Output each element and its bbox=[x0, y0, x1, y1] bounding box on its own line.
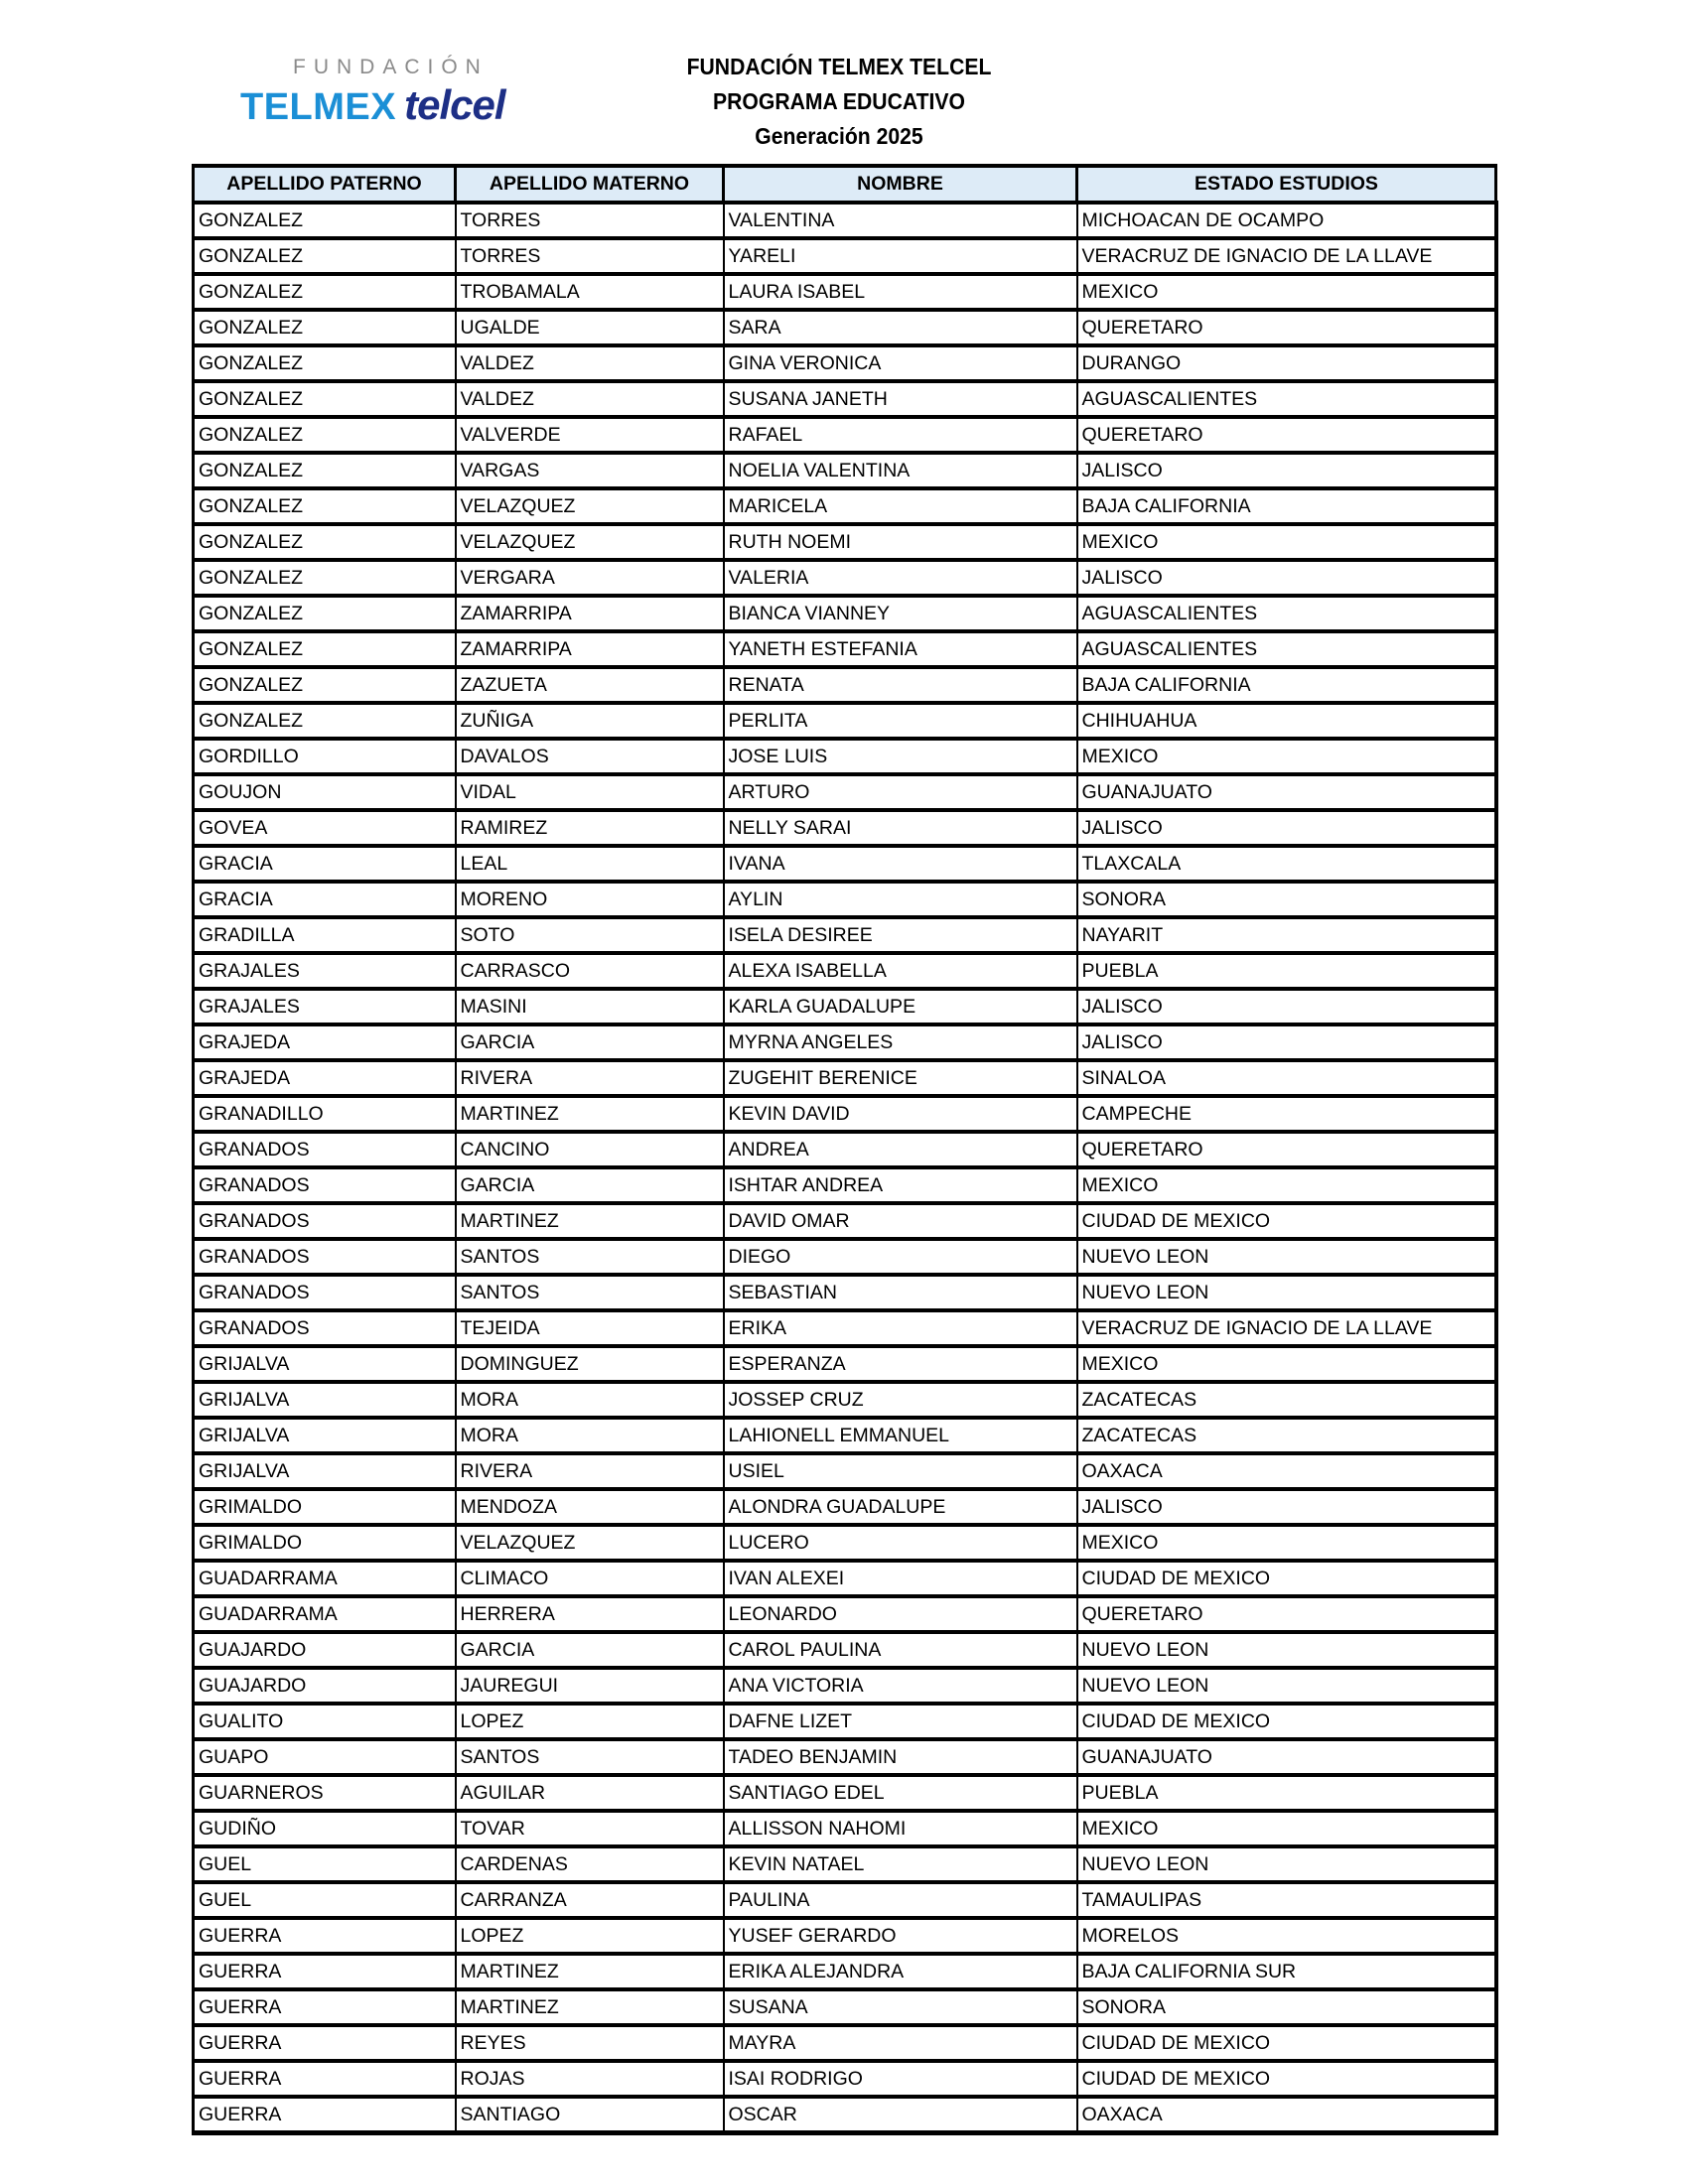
cell-estado-estudios: MEXICO bbox=[1077, 274, 1496, 310]
cell-apellido-paterno: GUERRA bbox=[194, 2025, 456, 2061]
cell-apellido-paterno: GORDILLO bbox=[194, 739, 456, 774]
cell-apellido-materno: VELAZQUEZ bbox=[456, 1525, 724, 1561]
cell-apellido-materno: TEJEIDA bbox=[456, 1310, 724, 1346]
table-row bbox=[194, 1846, 1496, 1882]
cell-apellido-paterno: GUARNEROS bbox=[194, 1775, 456, 1811]
cell-apellido-paterno: GUERRA bbox=[194, 1989, 456, 2025]
cell-apellido-materno: MORA bbox=[456, 1382, 724, 1418]
cell-estado-estudios: QUERETARO bbox=[1077, 1132, 1496, 1167]
table-row bbox=[194, 774, 1496, 810]
cell-apellido-materno: VALVERDE bbox=[456, 417, 724, 453]
cell-estado-estudios: GUANAJUATO bbox=[1077, 1739, 1496, 1775]
cell-nombre: SEBASTIAN bbox=[724, 1275, 1077, 1310]
cell-apellido-materno: AGUILAR bbox=[456, 1775, 724, 1811]
cell-nombre: RUTH NOEMI bbox=[724, 524, 1077, 560]
cell-estado-estudios: PUEBLA bbox=[1077, 953, 1496, 989]
cell-apellido-materno: LEAL bbox=[456, 846, 724, 882]
table-row bbox=[194, 1203, 1496, 1239]
cell-nombre: ISAI RODRIGO bbox=[724, 2061, 1077, 2097]
cell-apellido-paterno: GOVEA bbox=[194, 810, 456, 846]
cell-apellido-materno: MENDOZA bbox=[456, 1489, 724, 1525]
cell-nombre: ALONDRA GUADALUPE bbox=[724, 1489, 1077, 1525]
cell-apellido-materno: VALDEZ bbox=[456, 381, 724, 417]
cell-apellido-paterno: GONZALEZ bbox=[194, 703, 456, 739]
table-row bbox=[194, 238, 1496, 274]
cell-estado-estudios: OAXACA bbox=[1077, 2097, 1496, 2133]
table-row bbox=[194, 739, 1496, 774]
table-row bbox=[194, 1525, 1496, 1561]
table-row bbox=[194, 1561, 1496, 1596]
cell-nombre: LAURA ISABEL bbox=[724, 274, 1077, 310]
cell-nombre: DIEGO bbox=[724, 1239, 1077, 1275]
cell-apellido-paterno: GRIJALVA bbox=[194, 1382, 456, 1418]
cell-apellido-paterno: GRANADILLO bbox=[194, 1096, 456, 1132]
cell-estado-estudios: BAJA CALIFORNIA bbox=[1077, 488, 1496, 524]
cell-estado-estudios: CIUDAD DE MEXICO bbox=[1077, 2061, 1496, 2097]
table-row bbox=[194, 1811, 1496, 1846]
cell-apellido-materno: SANTIAGO bbox=[456, 2097, 724, 2133]
cell-nombre: IVANA bbox=[724, 846, 1077, 882]
cell-apellido-paterno: GRANADOS bbox=[194, 1167, 456, 1203]
cell-apellido-materno: ZAMARRIPA bbox=[456, 596, 724, 631]
cell-apellido-materno: TORRES bbox=[456, 203, 724, 238]
cell-apellido-materno: TOVAR bbox=[456, 1811, 724, 1846]
cell-estado-estudios: NUEVO LEON bbox=[1077, 1668, 1496, 1704]
table-row bbox=[194, 1167, 1496, 1203]
cell-estado-estudios: MEXICO bbox=[1077, 1346, 1496, 1382]
cell-apellido-paterno: GOUJON bbox=[194, 774, 456, 810]
table-row bbox=[194, 560, 1496, 596]
table-header-row bbox=[194, 166, 1496, 203]
cell-apellido-materno: RAMIREZ bbox=[456, 810, 724, 846]
cell-apellido-materno: UGALDE bbox=[456, 310, 724, 345]
cell-nombre: PERLITA bbox=[724, 703, 1077, 739]
table-row bbox=[194, 1775, 1496, 1811]
cell-estado-estudios: MEXICO bbox=[1077, 524, 1496, 560]
cell-apellido-paterno: GRAJALES bbox=[194, 989, 456, 1024]
table-row bbox=[194, 1418, 1496, 1453]
cell-apellido-paterno: GUEL bbox=[194, 1882, 456, 1918]
cell-apellido-materno: GARCIA bbox=[456, 1632, 724, 1668]
cell-nombre: USIEL bbox=[724, 1453, 1077, 1489]
cell-estado-estudios: AGUASCALIENTES bbox=[1077, 631, 1496, 667]
cell-nombre: SANTIAGO EDEL bbox=[724, 1775, 1077, 1811]
cell-nombre: ZUGEHIT BERENICE bbox=[724, 1060, 1077, 1096]
cell-apellido-materno: VELAZQUEZ bbox=[456, 488, 724, 524]
cell-apellido-materno: ZAZUETA bbox=[456, 667, 724, 703]
cell-nombre: GINA VERONICA bbox=[724, 345, 1077, 381]
cell-apellido-paterno: GRANADOS bbox=[194, 1132, 456, 1167]
table-row bbox=[194, 2025, 1496, 2061]
table-row bbox=[194, 1132, 1496, 1167]
cell-estado-estudios: TLAXCALA bbox=[1077, 846, 1496, 882]
cell-nombre: ISELA DESIREE bbox=[724, 917, 1077, 953]
cell-apellido-materno: TROBAMALA bbox=[456, 274, 724, 310]
cell-apellido-paterno: GRIMALDO bbox=[194, 1489, 456, 1525]
header-generation: Generación 2025 bbox=[755, 123, 923, 149]
table-row bbox=[194, 310, 1496, 345]
cell-apellido-paterno: GONZALEZ bbox=[194, 524, 456, 560]
cell-apellido-materno: LOPEZ bbox=[456, 1704, 724, 1739]
fundacion-telmex-telcel-logo bbox=[238, 54, 536, 128]
cell-apellido-paterno: GUERRA bbox=[194, 1954, 456, 1989]
cell-apellido-materno: VELAZQUEZ bbox=[456, 524, 724, 560]
cell-apellido-materno: RIVERA bbox=[456, 1060, 724, 1096]
cell-estado-estudios: BAJA CALIFORNIA bbox=[1077, 667, 1496, 703]
cell-apellido-paterno: GRIJALVA bbox=[194, 1346, 456, 1382]
cell-apellido-materno: SOTO bbox=[456, 917, 724, 953]
cell-apellido-materno: TORRES bbox=[456, 238, 724, 274]
table-row bbox=[194, 917, 1496, 953]
cell-nombre: RENATA bbox=[724, 667, 1077, 703]
cell-apellido-materno: GARCIA bbox=[456, 1167, 724, 1203]
cell-estado-estudios: JALISCO bbox=[1077, 989, 1496, 1024]
cell-estado-estudios: QUERETARO bbox=[1077, 417, 1496, 453]
table-row bbox=[194, 1310, 1496, 1346]
table-row bbox=[194, 1382, 1496, 1418]
cell-apellido-materno: SANTOS bbox=[456, 1275, 724, 1310]
cell-apellido-materno: MORA bbox=[456, 1418, 724, 1453]
logo-fundacion-text: FUNDACIÓN bbox=[293, 56, 489, 78]
cell-apellido-materno: CANCINO bbox=[456, 1132, 724, 1167]
cell-apellido-paterno: GONZALEZ bbox=[194, 560, 456, 596]
cell-estado-estudios: JALISCO bbox=[1077, 453, 1496, 488]
cell-estado-estudios: AGUASCALIENTES bbox=[1077, 381, 1496, 417]
cell-nombre: ERIKA bbox=[724, 1310, 1077, 1346]
cell-estado-estudios: NUEVO LEON bbox=[1077, 1275, 1496, 1310]
cell-nombre: ANDREA bbox=[724, 1132, 1077, 1167]
cell-apellido-materno: SANTOS bbox=[456, 1739, 724, 1775]
students-table bbox=[192, 164, 1498, 2135]
cell-estado-estudios: JALISCO bbox=[1077, 810, 1496, 846]
table-row bbox=[194, 488, 1496, 524]
table-row bbox=[194, 2061, 1496, 2097]
table-row bbox=[194, 381, 1496, 417]
cell-estado-estudios: JALISCO bbox=[1077, 1489, 1496, 1525]
cell-apellido-paterno: GUAJARDO bbox=[194, 1632, 456, 1668]
cell-estado-estudios: NUEVO LEON bbox=[1077, 1632, 1496, 1668]
table-row bbox=[194, 989, 1496, 1024]
cell-apellido-materno: ZUÑIGA bbox=[456, 703, 724, 739]
cell-nombre: IVAN ALEXEI bbox=[724, 1561, 1077, 1596]
cell-apellido-materno: CARDENAS bbox=[456, 1846, 724, 1882]
table-row bbox=[194, 274, 1496, 310]
cell-estado-estudios: NAYARIT bbox=[1077, 917, 1496, 953]
cell-apellido-materno: ZAMARRIPA bbox=[456, 631, 724, 667]
cell-apellido-materno: RIVERA bbox=[456, 1453, 724, 1489]
table-row bbox=[194, 953, 1496, 989]
cell-nombre: YANETH ESTEFANIA bbox=[724, 631, 1077, 667]
cell-apellido-paterno: GONZALEZ bbox=[194, 203, 456, 238]
cell-apellido-materno: LOPEZ bbox=[456, 1918, 724, 1954]
cell-nombre: SARA bbox=[724, 310, 1077, 345]
table-row bbox=[194, 810, 1496, 846]
cell-estado-estudios: ZACATECAS bbox=[1077, 1418, 1496, 1453]
table-row bbox=[194, 1453, 1496, 1489]
cell-nombre: LEONARDO bbox=[724, 1596, 1077, 1632]
cell-nombre: DAFNE LIZET bbox=[724, 1704, 1077, 1739]
table-row bbox=[194, 596, 1496, 631]
table-row bbox=[194, 524, 1496, 560]
table-row bbox=[194, 1024, 1496, 1060]
cell-estado-estudios: TAMAULIPAS bbox=[1077, 1882, 1496, 1918]
cell-apellido-materno: JAUREGUI bbox=[456, 1668, 724, 1704]
cell-apellido-paterno: GONZALEZ bbox=[194, 274, 456, 310]
header-organization: FUNDACIÓN TELMEX TELCEL bbox=[686, 54, 992, 79]
cell-apellido-paterno: GRANADOS bbox=[194, 1203, 456, 1239]
table-row bbox=[194, 1060, 1496, 1096]
cell-apellido-paterno: GUADARRAMA bbox=[194, 1596, 456, 1632]
cell-apellido-paterno: GRACIA bbox=[194, 882, 456, 917]
cell-nombre: MYRNA ANGELES bbox=[724, 1024, 1077, 1060]
cell-nombre: NOELIA VALENTINA bbox=[724, 453, 1077, 488]
table-row bbox=[194, 703, 1496, 739]
cell-nombre: YUSEF GERARDO bbox=[724, 1918, 1077, 1954]
cell-apellido-paterno: GONZALEZ bbox=[194, 453, 456, 488]
table-row bbox=[194, 1918, 1496, 1954]
cell-apellido-materno: MARTINEZ bbox=[456, 1954, 724, 1989]
cell-nombre: ARTURO bbox=[724, 774, 1077, 810]
cell-estado-estudios: CIUDAD DE MEXICO bbox=[1077, 1704, 1496, 1739]
cell-apellido-materno: DAVALOS bbox=[456, 739, 724, 774]
cell-apellido-paterno: GUERRA bbox=[194, 2097, 456, 2133]
cell-apellido-materno: SANTOS bbox=[456, 1239, 724, 1275]
table-row bbox=[194, 1489, 1496, 1525]
cell-nombre: CAROL PAULINA bbox=[724, 1632, 1077, 1668]
cell-apellido-paterno: GRAJALES bbox=[194, 953, 456, 989]
cell-nombre: MARICELA bbox=[724, 488, 1077, 524]
cell-nombre: TADEO BENJAMIN bbox=[724, 1739, 1077, 1775]
cell-nombre: ESPERANZA bbox=[724, 1346, 1077, 1382]
header-program: PROGRAMA EDUCATIVO bbox=[713, 88, 965, 114]
cell-nombre: DAVID OMAR bbox=[724, 1203, 1077, 1239]
cell-apellido-paterno: GRANADOS bbox=[194, 1310, 456, 1346]
cell-nombre: SUSANA JANETH bbox=[724, 381, 1077, 417]
cell-estado-estudios: VERACRUZ DE IGNACIO DE LA LLAVE bbox=[1077, 1310, 1496, 1346]
cell-estado-estudios: CIUDAD DE MEXICO bbox=[1077, 1561, 1496, 1596]
cell-apellido-materno: MARTINEZ bbox=[456, 1096, 724, 1132]
cell-nombre: KEVIN DAVID bbox=[724, 1096, 1077, 1132]
table-row bbox=[194, 417, 1496, 453]
cell-nombre: JOSE LUIS bbox=[724, 739, 1077, 774]
cell-apellido-paterno: GRAJEDA bbox=[194, 1060, 456, 1096]
table-row bbox=[194, 1632, 1496, 1668]
cell-estado-estudios: GUANAJUATO bbox=[1077, 774, 1496, 810]
cell-apellido-paterno: GONZALEZ bbox=[194, 596, 456, 631]
cell-apellido-paterno: GUERRA bbox=[194, 1918, 456, 1954]
logo-telcel-text: telcel bbox=[404, 81, 505, 128]
cell-nombre: ISHTAR ANDREA bbox=[724, 1167, 1077, 1203]
cell-apellido-paterno: GRIJALVA bbox=[194, 1453, 456, 1489]
cell-estado-estudios: MICHOACAN DE OCAMPO bbox=[1077, 203, 1496, 238]
cell-estado-estudios: NUEVO LEON bbox=[1077, 1239, 1496, 1275]
document-header bbox=[596, 52, 1082, 156]
table-row bbox=[194, 1882, 1496, 1918]
column-header-apellido-materno: APELLIDO MATERNO bbox=[456, 166, 724, 203]
cell-estado-estudios: QUERETARO bbox=[1077, 1596, 1496, 1632]
table-row bbox=[194, 846, 1496, 882]
cell-estado-estudios: SONORA bbox=[1077, 1989, 1496, 2025]
cell-nombre: LUCERO bbox=[724, 1525, 1077, 1561]
cell-nombre: OSCAR bbox=[724, 2097, 1077, 2133]
cell-estado-estudios: CAMPECHE bbox=[1077, 1096, 1496, 1132]
cell-nombre: NELLY SARAI bbox=[724, 810, 1077, 846]
cell-apellido-materno: MORENO bbox=[456, 882, 724, 917]
cell-apellido-materno: MASINI bbox=[456, 989, 724, 1024]
cell-apellido-paterno: GONZALEZ bbox=[194, 310, 456, 345]
cell-estado-estudios: NUEVO LEON bbox=[1077, 1846, 1496, 1882]
cell-apellido-paterno: GUAPO bbox=[194, 1739, 456, 1775]
cell-apellido-materno: MARTINEZ bbox=[456, 1989, 724, 2025]
cell-nombre: LAHIONELL EMMANUEL bbox=[724, 1418, 1077, 1453]
table-row bbox=[194, 882, 1496, 917]
cell-apellido-materno: HERRERA bbox=[456, 1596, 724, 1632]
table-row bbox=[194, 1668, 1496, 1704]
cell-estado-estudios: MEXICO bbox=[1077, 1811, 1496, 1846]
column-header-nombre: NOMBRE bbox=[724, 166, 1077, 203]
cell-apellido-paterno: GRACIA bbox=[194, 846, 456, 882]
table-row bbox=[194, 345, 1496, 381]
cell-nombre: JOSSEP CRUZ bbox=[724, 1382, 1077, 1418]
cell-nombre: SUSANA bbox=[724, 1989, 1077, 2025]
table-row bbox=[194, 631, 1496, 667]
cell-apellido-materno: VALDEZ bbox=[456, 345, 724, 381]
cell-nombre: YARELI bbox=[724, 238, 1077, 274]
table-row bbox=[194, 667, 1496, 703]
cell-estado-estudios: PUEBLA bbox=[1077, 1775, 1496, 1811]
cell-estado-estudios: CIUDAD DE MEXICO bbox=[1077, 2025, 1496, 2061]
cell-estado-estudios: MORELOS bbox=[1077, 1918, 1496, 1954]
cell-apellido-paterno: GONZALEZ bbox=[194, 488, 456, 524]
cell-nombre: KARLA GUADALUPE bbox=[724, 989, 1077, 1024]
cell-estado-estudios: MEXICO bbox=[1077, 1167, 1496, 1203]
cell-nombre: ERIKA ALEJANDRA bbox=[724, 1954, 1077, 1989]
logo-telmex-text: TELMEX bbox=[240, 86, 397, 128]
table-row bbox=[194, 453, 1496, 488]
cell-apellido-paterno: GUALITO bbox=[194, 1704, 456, 1739]
cell-estado-estudios: CHIHUAHUA bbox=[1077, 703, 1496, 739]
table-row bbox=[194, 1989, 1496, 2025]
table-row bbox=[194, 1739, 1496, 1775]
cell-estado-estudios: CIUDAD DE MEXICO bbox=[1077, 1203, 1496, 1239]
cell-apellido-materno: CLIMACO bbox=[456, 1561, 724, 1596]
cell-apellido-materno: VARGAS bbox=[456, 453, 724, 488]
cell-apellido-materno: VIDAL bbox=[456, 774, 724, 810]
cell-apellido-materno: VERGARA bbox=[456, 560, 724, 596]
cell-apellido-paterno: GRANADOS bbox=[194, 1239, 456, 1275]
cell-apellido-paterno: GUDIÑO bbox=[194, 1811, 456, 1846]
cell-estado-estudios: BAJA CALIFORNIA SUR bbox=[1077, 1954, 1496, 1989]
table-row bbox=[194, 2097, 1496, 2133]
table-row bbox=[194, 1596, 1496, 1632]
cell-apellido-materno: GARCIA bbox=[456, 1024, 724, 1060]
cell-apellido-materno: CARRASCO bbox=[456, 953, 724, 989]
cell-apellido-paterno: GONZALEZ bbox=[194, 667, 456, 703]
cell-estado-estudios: ZACATECAS bbox=[1077, 1382, 1496, 1418]
cell-estado-estudios: SONORA bbox=[1077, 882, 1496, 917]
cell-apellido-paterno: GONZALEZ bbox=[194, 381, 456, 417]
cell-nombre: RAFAEL bbox=[724, 417, 1077, 453]
table-row bbox=[194, 1954, 1496, 1989]
table-row bbox=[194, 1704, 1496, 1739]
cell-estado-estudios: MEXICO bbox=[1077, 739, 1496, 774]
cell-estado-estudios: OAXACA bbox=[1077, 1453, 1496, 1489]
cell-apellido-paterno: GRAJEDA bbox=[194, 1024, 456, 1060]
cell-apellido-materno: CARRANZA bbox=[456, 1882, 724, 1918]
cell-nombre: BIANCA VIANNEY bbox=[724, 596, 1077, 631]
table-body bbox=[194, 203, 1496, 2133]
cell-nombre: VALENTINA bbox=[724, 203, 1077, 238]
cell-estado-estudios: JALISCO bbox=[1077, 1024, 1496, 1060]
cell-apellido-materno: DOMINGUEZ bbox=[456, 1346, 724, 1382]
table-row bbox=[194, 1096, 1496, 1132]
cell-apellido-paterno: GUAJARDO bbox=[194, 1668, 456, 1704]
column-header-estado-estudios: ESTADO ESTUDIOS bbox=[1077, 166, 1496, 203]
cell-apellido-paterno: GRIMALDO bbox=[194, 1525, 456, 1561]
cell-apellido-paterno: GONZALEZ bbox=[194, 631, 456, 667]
cell-apellido-materno: REYES bbox=[456, 2025, 724, 2061]
cell-nombre: PAULINA bbox=[724, 1882, 1077, 1918]
cell-nombre: AYLIN bbox=[724, 882, 1077, 917]
cell-estado-estudios: SINALOA bbox=[1077, 1060, 1496, 1096]
table-row bbox=[194, 203, 1496, 238]
cell-nombre: ALLISSON NAHOMI bbox=[724, 1811, 1077, 1846]
column-header-apellido-paterno: APELLIDO PATERNO bbox=[194, 166, 456, 203]
cell-apellido-paterno: GRADILLA bbox=[194, 917, 456, 953]
cell-estado-estudios: VERACRUZ DE IGNACIO DE LA LLAVE bbox=[1077, 238, 1496, 274]
cell-nombre: ALEXA ISABELLA bbox=[724, 953, 1077, 989]
table-row bbox=[194, 1275, 1496, 1310]
cell-apellido-paterno: GONZALEZ bbox=[194, 345, 456, 381]
cell-nombre: VALERIA bbox=[724, 560, 1077, 596]
logo-brand bbox=[240, 81, 505, 129]
cell-apellido-paterno: GRIJALVA bbox=[194, 1418, 456, 1453]
cell-apellido-paterno: GUEL bbox=[194, 1846, 456, 1882]
table-row bbox=[194, 1346, 1496, 1382]
cell-apellido-paterno: GONZALEZ bbox=[194, 238, 456, 274]
cell-apellido-paterno: GUADARRAMA bbox=[194, 1561, 456, 1596]
table-row bbox=[194, 1239, 1496, 1275]
cell-estado-estudios: DURANGO bbox=[1077, 345, 1496, 381]
cell-nombre: ANA VICTORIA bbox=[724, 1668, 1077, 1704]
cell-estado-estudios: QUERETARO bbox=[1077, 310, 1496, 345]
cell-apellido-paterno: GRANADOS bbox=[194, 1275, 456, 1310]
cell-apellido-paterno: GONZALEZ bbox=[194, 417, 456, 453]
cell-apellido-materno: MARTINEZ bbox=[456, 1203, 724, 1239]
cell-apellido-paterno: GUERRA bbox=[194, 2061, 456, 2097]
cell-estado-estudios: JALISCO bbox=[1077, 560, 1496, 596]
cell-apellido-materno: ROJAS bbox=[456, 2061, 724, 2097]
cell-nombre: MAYRA bbox=[724, 2025, 1077, 2061]
cell-estado-estudios: AGUASCALIENTES bbox=[1077, 596, 1496, 631]
cell-nombre: KEVIN NATAEL bbox=[724, 1846, 1077, 1882]
cell-estado-estudios: MEXICO bbox=[1077, 1525, 1496, 1561]
